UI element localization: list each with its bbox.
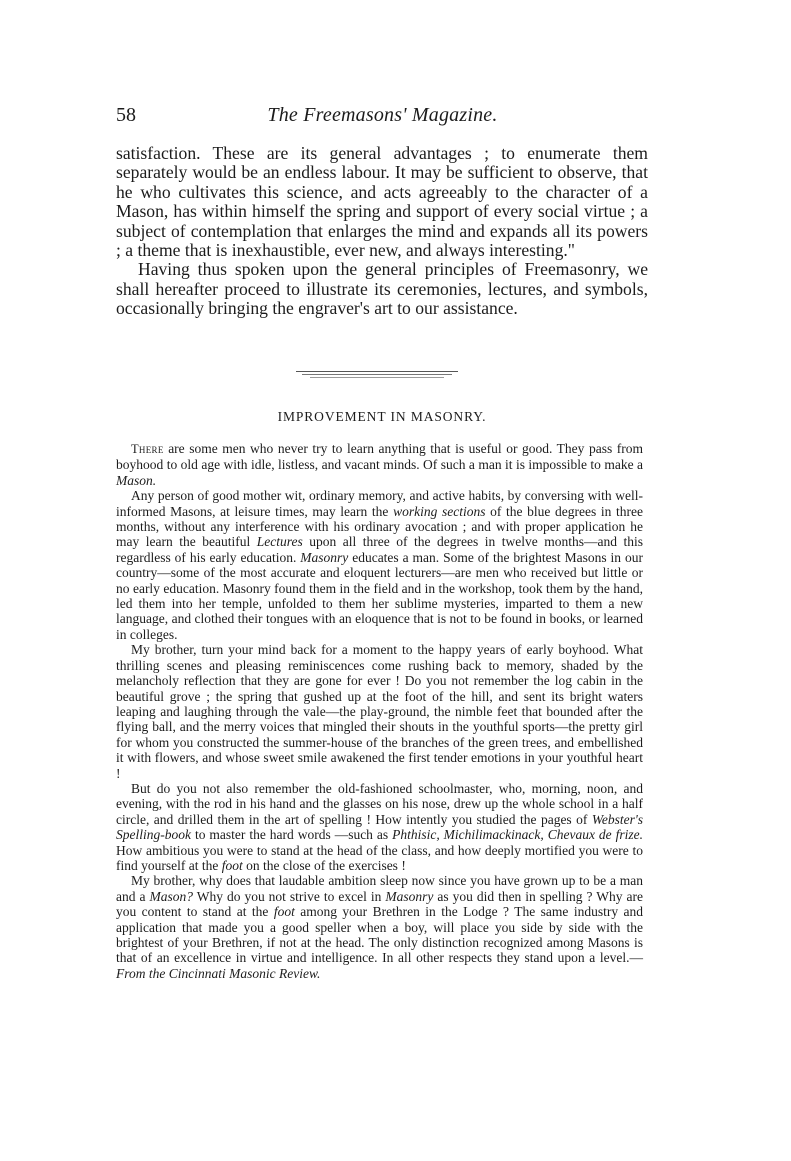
running-title: The Freemasons' Magazine. xyxy=(267,104,498,126)
article-title: IMPROVEMENT IN MASONRY. xyxy=(277,409,487,424)
article-paragraph: My brother, turn your mind back for a moment to the happy years of early boyhood. What thrilling scenes and pleasing reminiscences come rushing back to memory, shaded by the melancholy reflection that they are gone for ever ! Do you not remember the log cabin in the beautiful grove ; the spring that gushed up at the foot of the hill, and sent its bright waters leaping and laughing through the vale—the play-ground, the nimble feet that bounded after the flying ball, and the merry voices that mingled their shouts in the youthful sports—the pretty girl for whom you constructed the summer-house of the branches of the green trees, and embellished it with flowers, and whose sweet smile awakened the first tender emotions in your youthful heart ! xyxy=(116,642,643,781)
section-divider-ornament xyxy=(296,370,458,380)
continued-text xyxy=(116,144,648,319)
article-paragraph: My brother, why does that laudable ambition sleep now since you have grown up to be a man and a Mason? Why do you not strive to excel in Masonry as you did then in spelling ? Why are you content to stand at the foot among your Brethren in the Lodge ? The same industry and application that made you a good speller when a boy, will place you side by side with the brightest of your Brethren, if not at the head. The only distinction recognized among Masons is that of an excellence in virtue and intelligence. In all other respects they stand upon a level.—From the Cincinnati Masonic Review. xyxy=(116,873,643,981)
dropcap-word: There xyxy=(131,442,164,456)
article-paragraph: Any person of good mother wit, ordinary memory, and active habits, by conversing with well-informed Masons, at leisure times, may learn the working sections of the blue degrees in three months, without any interference with his ordinary avocation ; and with proper application he may learn the beautiful Lectures upon all three of the degrees in twelve months—and this regardless of his early education. Masonry educates a man. Some of the brightest Masons in our country—some of the most accurate and eloquent lecturers—are men who received but little or no early education. Masonry found them in the field and in the workshop, took them by the hand, led them into her temple, unfolded to them her sublime mysteries, imparted to them a new language, and clothed their tongues with an eloquence that is not to be found in books, or learned in colleges. xyxy=(116,488,643,642)
article-paragraph: But do you not also remember the old-fashioned schoolmaster, who, morning, noon, and evening, with the rod in his hand and the glasses on his nose, drew up the whole school in a half circle, and drilled them in the art of spelling ! How intently you studied the pages of Webster's Spelling-book to master the hard words —such as Phthisic, Michilimackinack, Chevaux de frize. How ambitious you were to stand at the head of the class, and how deeply mortified you were to find yourself at the foot on the close of the exercises ! xyxy=(116,780,643,873)
closing-paragraph: Having thus spoken upon the general principles of Freemasonry, we shall hereafter proceed to illustrate its ceremonies, lectures, and symbols, occasionally bringing the engraver's art to our assistance. xyxy=(116,259,648,319)
continued-paragraph: satisfaction. These are its general advantages ; to enumerate them separately would be an endless labour. It may be sufficient to observe, that he who cultivates this science, and acts agreeably to the character of a Mason, has within himself the spring and support of every social virtue ; a subject of contemplation that enlarges the mind and expands all its powers ; a theme that is inexhaustible, ever new, and always interesting." xyxy=(116,143,648,261)
article-paragraph: There are some men who never try to learn anything that is useful or good. They pass from boyhood to old age with idle, listless, and vacant minds. Of such a man it is impossible to make a Mason. xyxy=(116,441,643,488)
article-source: From the Cincinnati Masonic Review. xyxy=(116,965,321,981)
page-number: 58 xyxy=(116,104,136,126)
page-header xyxy=(116,104,649,128)
article-body xyxy=(116,441,643,981)
